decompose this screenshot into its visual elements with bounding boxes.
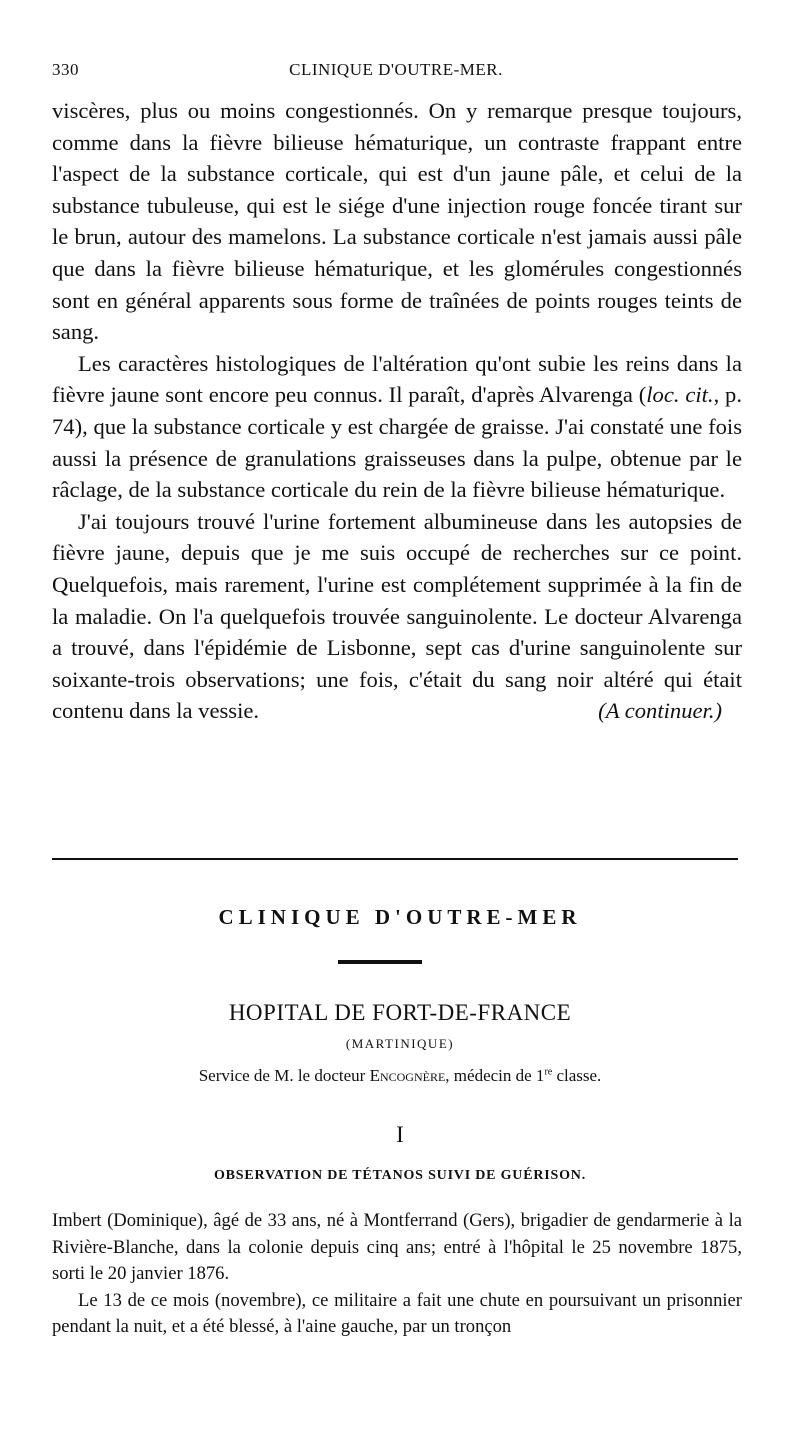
section-heading: CLINIQUE D'OUTRE-MER	[218, 905, 582, 929]
observation-title: OBSERVATION DE TÉTANOS SUIVI DE GUÉRISON.	[213, 1168, 587, 1183]
region-label: (MARTINIQUE)	[345, 1036, 455, 1051]
case-report	[52, 1208, 742, 1341]
ordinal-suffix: re	[544, 1066, 553, 1078]
section-divider	[52, 858, 738, 860]
paragraph-2	[52, 348, 742, 506]
case-paragraph-2: Le 13 de ce mois (novembre), ce militaire a fait une chute en poursuivant un prisonnier pendant la nuit, et a été blessé, à l'aine gauche, par un tronçon	[52, 1289, 742, 1337]
citation-reference: loc. cit.	[646, 382, 714, 408]
paragraph-1: viscères, plus ou moins congestionnés. On y remarque presque toujours, comme dans la fièvre bilieuse hématurique, un contraste frappant entre l'aspect de la substance corticale, qui est d'un jaune pâle, et celui de la substance tubuleuse, qui est le siége d'une injection rouge foncée tirant sur le brun, autour des mamelons. La substance corticale n'est jamais aussi pâle que dans la fièvre bilieuse hématurique, et les glomérules congestionnés sont en général apparents sous forme de traînées de points rouges teints de sang.	[52, 98, 742, 345]
running-title: CLINIQUE D'OUTRE-MER.	[289, 60, 503, 79]
heading-rule	[338, 960, 422, 964]
paragraph-3	[52, 506, 742, 727]
page-number: 330	[52, 60, 79, 79]
doctor-name: Encognère	[369, 1066, 446, 1085]
service-middle: , médecin de 1	[445, 1066, 545, 1085]
service-line	[0, 1066, 800, 1086]
article-body	[52, 95, 742, 727]
continuation-note: (A continuer.)	[598, 698, 722, 724]
paragraph-3-text: J'ai toujours trouvé l'urine fortement albumineuse dans les autopsies de fièvre jaune, depuis que je me suis occupé de recherches sur ce point. Quelquefois, mais rarement, l'urine est complétement supprimée à la fin de la maladie. On l'a quelquefois trouvée sanguinolente. Le docteur Alvarenga a trouvé, dans l'épidémie de Lisbonne, sept cas d'urine sanguinolente sur soixante-trois observations; une fois, c'était du sang noir altéré qui était contenu dans la vessie.	[52, 508, 742, 724]
case-number: I	[396, 1122, 404, 1147]
hospital-title: HOPITAL DE FORT-DE-FRANCE	[228, 1000, 572, 1025]
case-paragraph-1: Imbert (Dominique), âgé de 33 ans, né à Montferrand (Gers), brigadier de gendarmerie à la Rivière-Blanche, dans la colonie depuis cinq ans; entré à l'hôpital le 25 novembre 1875, sorti le 20 janvier 1876.	[52, 1210, 742, 1284]
paragraph-2-start: Les caractères histologiques de l'altération qu'ont subie les reins dans la fièvre jaune sont encore peu connus. Il paraît, d'après Alvarenga (	[52, 350, 742, 408]
service-end: classe.	[552, 1066, 602, 1085]
service-prefix: Service de M. le docteur	[198, 1066, 370, 1085]
paragraph-2-end: , p. 74), que la substance corticale y est chargée de graisse. J'ai constaté une fois aussi la présence de granulations graisseuses dans la pulpe, obtenue par le râclage, de la substance corticale du rein de la fièvre bilieuse hématurique.	[52, 382, 742, 503]
